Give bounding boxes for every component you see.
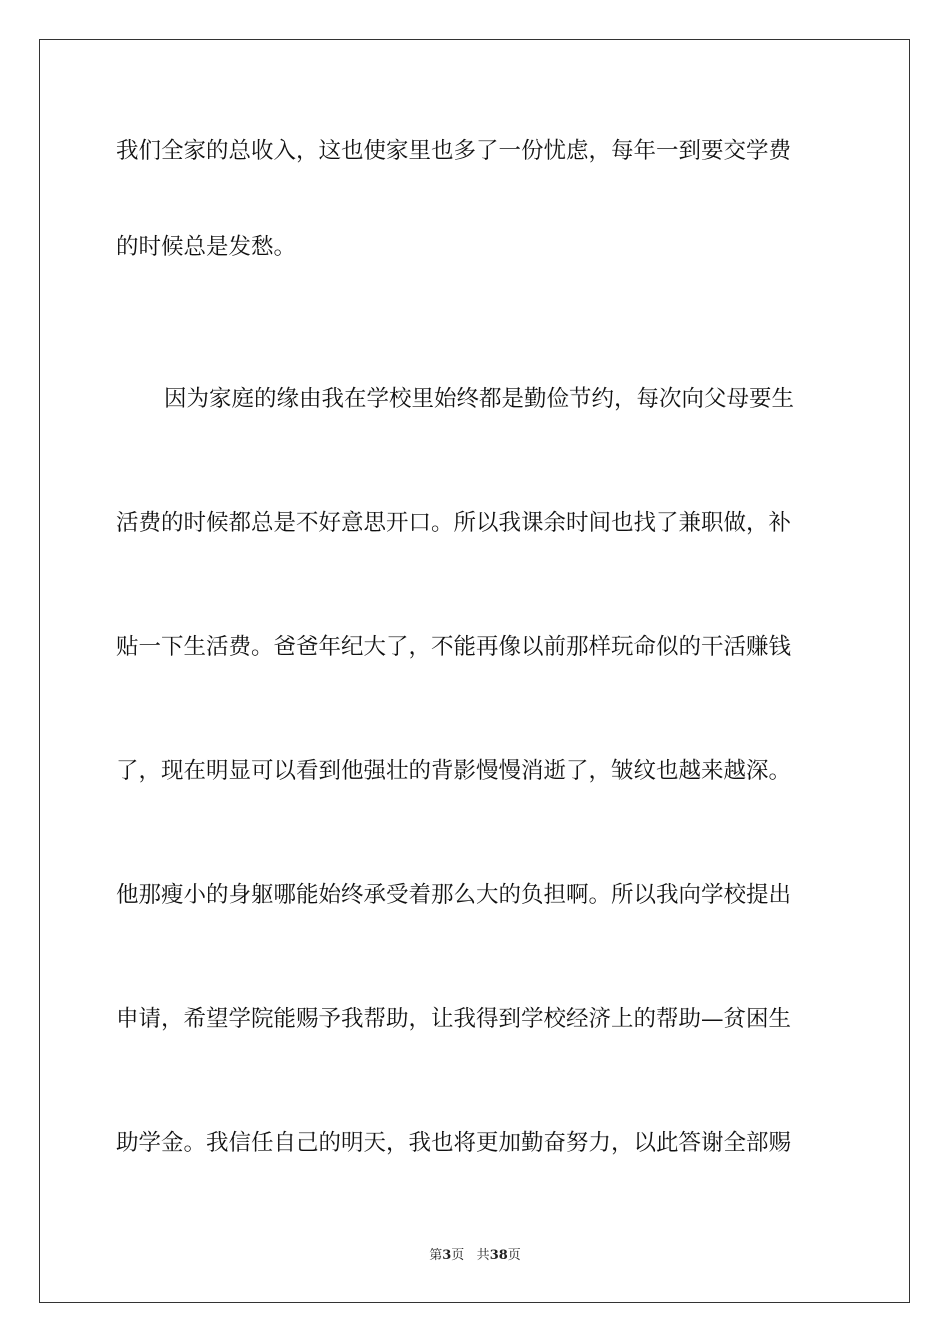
page-border [39, 39, 910, 1303]
page-number: 3 [442, 1248, 452, 1263]
body-text-line: 活费的时候都总是不好意思开口。所以我课余时间也找了兼职做，补 [116, 510, 792, 536]
page-suffix: 页 [451, 1248, 465, 1263]
total-prefix: 共 [476, 1248, 490, 1263]
body-text-line: 申请，希望学院能赐予我帮助，让我得到学校经济上的帮助—贫困生 [116, 1006, 792, 1032]
total-pages: 38 [489, 1248, 508, 1263]
body-text-line: 贴一下生活费。爸爸年纪大了，不能再像以前那样玩命似的干活赚钱 [116, 634, 792, 660]
page-footer [0, 1247, 950, 1265]
body-text-line: 的时候总是发愁。 [116, 234, 297, 260]
body-text-line: 他那瘦小的身躯哪能始终承受着那么大的负担啊。所以我向学校提出 [116, 882, 792, 908]
body-text-line: 了，现在明显可以看到他强壮的背影慢慢消逝了，皱纹也越来越深。 [116, 758, 792, 784]
body-text-line: 我们全家的总收入，这也使家里也多了一份忧虑，每年一到要交学费 [116, 138, 792, 164]
page-prefix: 第 [429, 1248, 443, 1263]
paragraph-start-line: 因为家庭的缘由我在学校里始终都是勤俭节约，每次向父母要生 [164, 386, 795, 412]
total-suffix: 页 [507, 1248, 521, 1263]
body-text-line: 助学金。我信任自己的明天，我也将更加勤奋努力，以此答谢全部赐 [116, 1130, 792, 1156]
